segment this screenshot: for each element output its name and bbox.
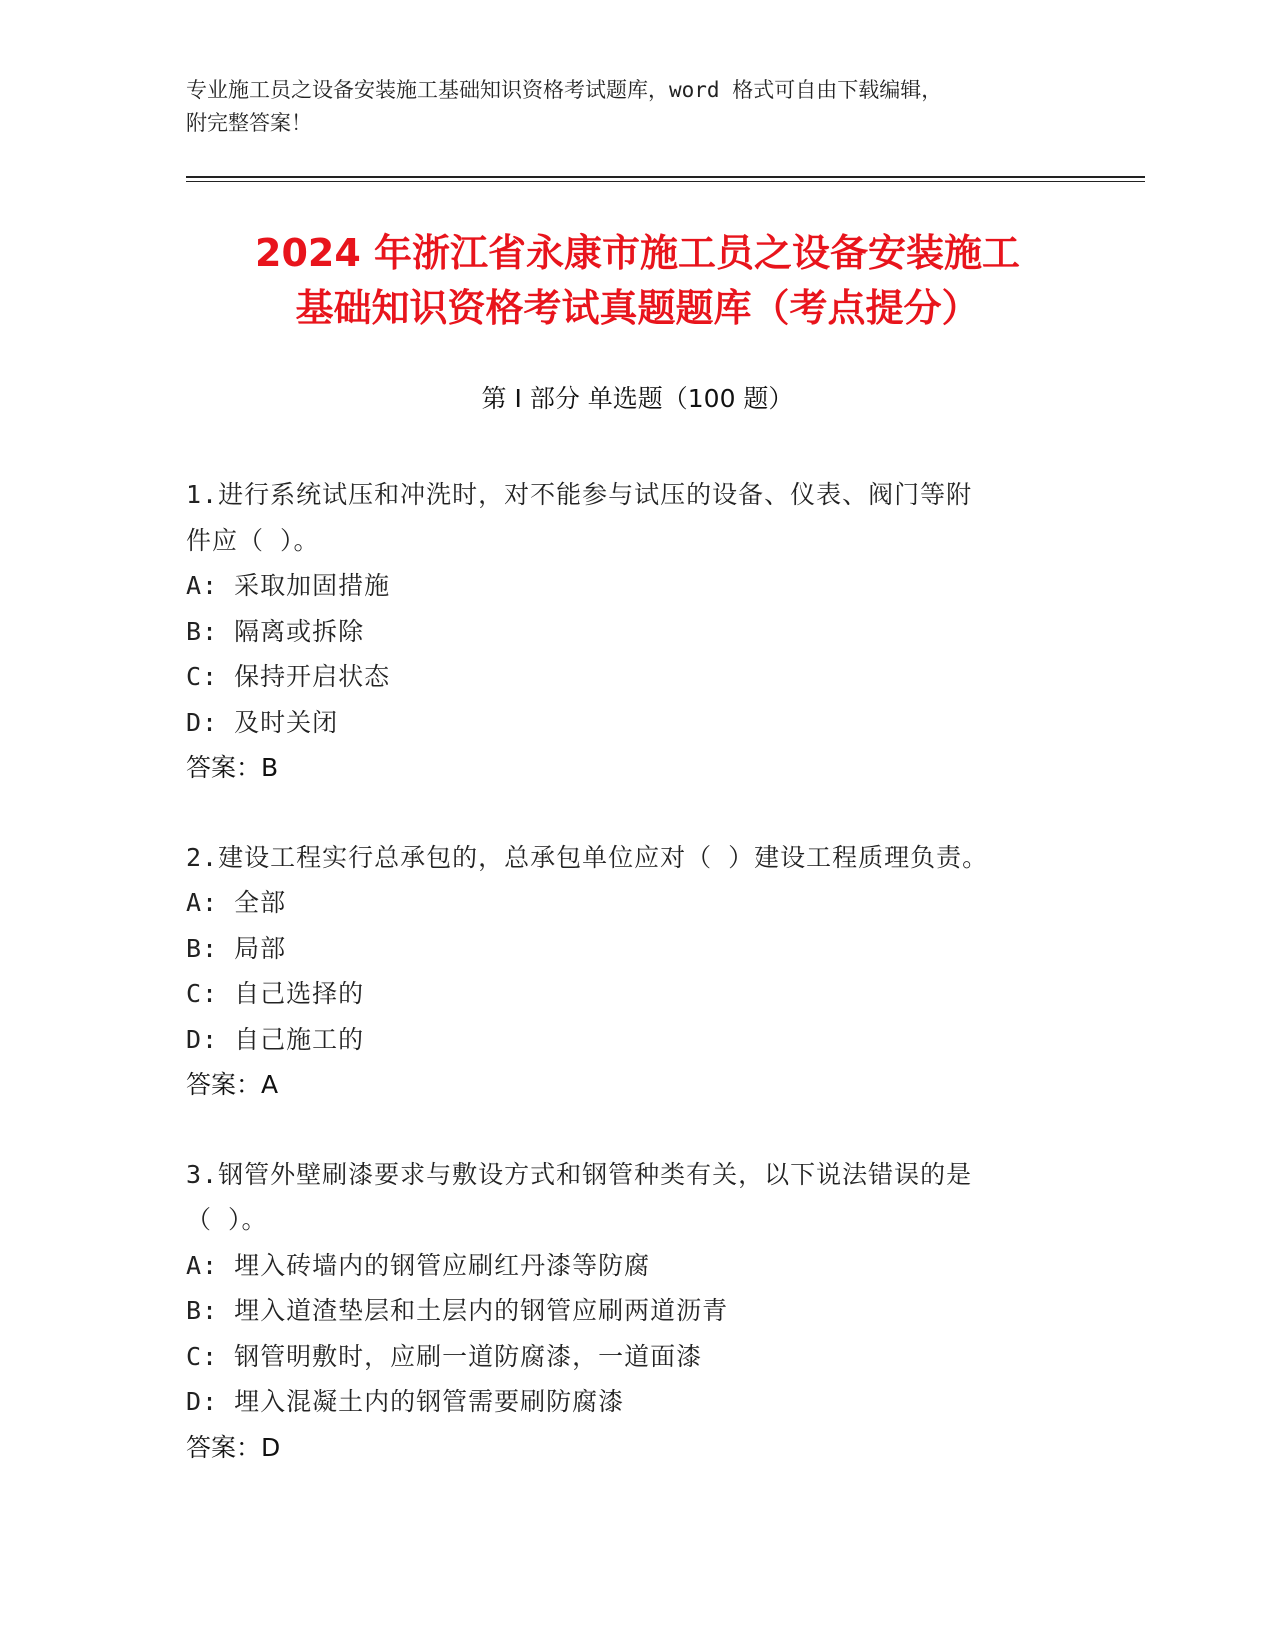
option-c: C: 自己选择的 <box>186 979 365 1008</box>
answer: 答案：A <box>186 1070 279 1099</box>
question-stem-line: 1.进行系统试压和冲洗时，对不能参与试压的设备、仪表、阀门等附 <box>186 480 973 509</box>
option-d: D: 自己施工的 <box>186 1024 365 1054</box>
question-stem-line: （ ）。 <box>186 1205 268 1234</box>
document-header <box>186 74 1066 140</box>
question-1 <box>186 472 1066 791</box>
question-2 <box>186 835 1066 1108</box>
header-line-2: 附完整答案！ <box>186 111 312 135</box>
question-stem-line: 件应（ ）。 <box>186 525 320 555</box>
option-b: B: 隔离或拆除 <box>186 616 365 646</box>
question-3 <box>186 1152 1066 1471</box>
option-c: C: 钢管明敷时，应刷一道防腐漆，一道面漆 <box>186 1341 703 1371</box>
header-divider-thin <box>186 181 1145 182</box>
header-divider-thick <box>186 176 1145 178</box>
option-a: A: 埋入砖墙内的钢管应刷红丹漆等防腐 <box>186 1250 651 1280</box>
option-b: B: 埋入道渣垫层和土层内的钢管应刷两道沥青 <box>186 1296 729 1325</box>
answer: 答案：D <box>186 1432 281 1462</box>
document-title <box>150 226 1125 336</box>
title-line-2: 基础知识资格考试真题题库（考点提分） <box>295 286 980 330</box>
answer: 答案：B <box>186 753 279 782</box>
question-stem-line: 3.钢管外壁刷漆要求与敷设方式和钢管种类有关，以下说法错误的是 <box>186 1159 973 1189</box>
question-list <box>186 472 1066 1514</box>
option-a: A: 全部 <box>186 888 287 917</box>
option-b: B: 局部 <box>186 933 287 963</box>
option-c: C: 保持开启状态 <box>186 662 391 691</box>
section-heading: 第 I 部分 单选题（100 题） <box>481 384 794 413</box>
option-d: D: 埋入混凝土内的钢管需要刷防腐漆 <box>186 1387 625 1416</box>
option-d: D: 及时关闭 <box>186 707 339 737</box>
question-stem-line: 2.建设工程实行总承包的，总承包单位应对（ ）建设工程质理负责。 <box>186 842 989 872</box>
option-a: A: 采取加固措施 <box>186 571 391 600</box>
header-line-1: 专业施工员之设备安装施工基础知识资格考试题库，word 格式可自由下载编辑， <box>186 78 943 102</box>
title-line-1: 2024 年浙江省永康市施工员之设备安装施工 <box>255 231 1020 275</box>
